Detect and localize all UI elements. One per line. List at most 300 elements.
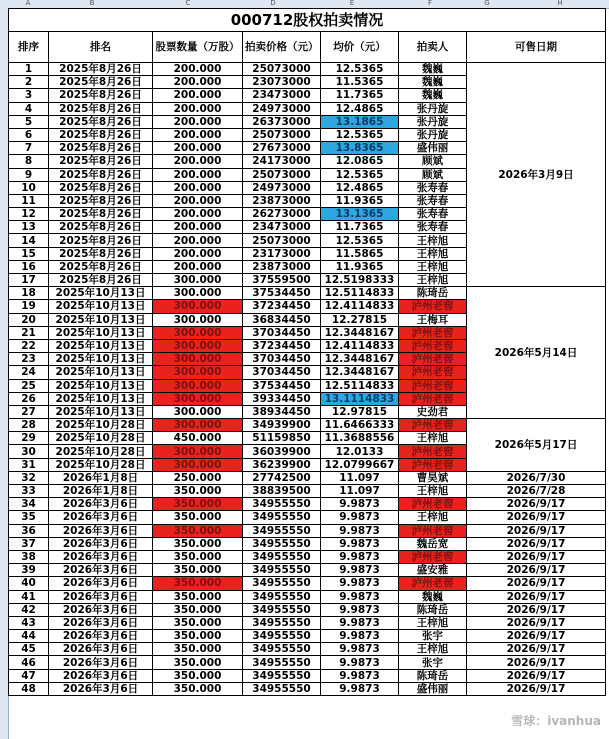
quantity-cell[interactable]: 300.000 — [153, 313, 243, 326]
avg-price-cell[interactable]: 9.9873 — [321, 682, 399, 695]
date-cell[interactable]: 2025年8月26日 — [49, 274, 153, 287]
avg-price-cell[interactable]: 12.27815 — [321, 313, 399, 326]
price-cell[interactable]: 37034450 — [243, 353, 321, 366]
buyer-cell[interactable]: 张寿春 — [399, 181, 467, 194]
quantity-cell[interactable]: 300.000 — [153, 458, 243, 471]
buyer-cell[interactable]: 泸州老窖 — [399, 326, 467, 339]
row-number-cell[interactable]: 31 — [9, 458, 49, 471]
sale-date-cell[interactable]: 2026/7/30 — [467, 471, 606, 484]
avg-price-cell[interactable]: 9.9873 — [321, 498, 399, 511]
row-number-cell[interactable]: 32 — [9, 471, 49, 484]
avg-price-cell[interactable]: 11.3688556 — [321, 432, 399, 445]
avg-price-cell[interactable]: 11.097 — [321, 485, 399, 498]
buyer-cell[interactable]: 张丹旋 — [399, 115, 467, 128]
date-cell[interactable]: 2025年8月26日 — [49, 168, 153, 181]
date-cell[interactable]: 2025年8月26日 — [49, 142, 153, 155]
price-cell[interactable]: 34955550 — [243, 564, 321, 577]
row-number-cell[interactable]: 16 — [9, 260, 49, 273]
date-cell[interactable]: 2025年10月13日 — [49, 300, 153, 313]
sale-date-cell[interactable]: 2026/7/28 — [467, 485, 606, 498]
row-number-cell[interactable]: 21 — [9, 326, 49, 339]
quantity-cell[interactable]: 350.000 — [153, 550, 243, 563]
date-cell[interactable]: 2025年10月28日 — [49, 445, 153, 458]
price-cell[interactable]: 37534450 — [243, 287, 321, 300]
avg-price-cell[interactable]: 12.5365 — [321, 128, 399, 141]
buyer-cell[interactable]: 史劲君 — [399, 405, 467, 418]
avg-price-cell[interactable]: 9.9873 — [321, 577, 399, 590]
quantity-cell[interactable]: 200.000 — [153, 128, 243, 141]
buyer-cell[interactable]: 魏巍 — [399, 590, 467, 603]
avg-price-cell[interactable]: 11.5365 — [321, 76, 399, 89]
row-number-cell[interactable]: 30 — [9, 445, 49, 458]
date-cell[interactable]: 2025年8月26日 — [49, 89, 153, 102]
column-letter[interactable]: E — [349, 0, 355, 7]
price-cell[interactable]: 26373000 — [243, 115, 321, 128]
price-cell[interactable]: 38839500 — [243, 485, 321, 498]
column-header[interactable]: 拍卖价格（元） — [243, 32, 321, 63]
avg-price-cell[interactable]: 12.5114833 — [321, 287, 399, 300]
buyer-cell[interactable]: 盛伟丽 — [399, 142, 467, 155]
row-number-cell[interactable]: 18 — [9, 287, 49, 300]
avg-price-cell[interactable]: 11.097 — [321, 471, 399, 484]
sheet-title[interactable]: 000712股权拍卖情况 — [9, 9, 606, 32]
buyer-cell[interactable]: 泸州老窖 — [399, 524, 467, 537]
price-cell[interactable]: 37559500 — [243, 274, 321, 287]
date-cell[interactable]: 2025年10月13日 — [49, 392, 153, 405]
price-cell[interactable]: 26273000 — [243, 208, 321, 221]
quantity-cell[interactable]: 200.000 — [153, 260, 243, 273]
price-cell[interactable]: 36239900 — [243, 458, 321, 471]
avg-price-cell[interactable]: 9.9873 — [321, 616, 399, 629]
buyer-cell[interactable]: 张寿春 — [399, 208, 467, 221]
quantity-cell[interactable]: 300.000 — [153, 366, 243, 379]
quantity-cell[interactable]: 200.000 — [153, 208, 243, 221]
column-letter[interactable]: C — [185, 0, 191, 7]
quantity-cell[interactable]: 300.000 — [153, 287, 243, 300]
price-cell[interactable]: 36834450 — [243, 313, 321, 326]
row-number-cell[interactable]: 9 — [9, 168, 49, 181]
avg-price-cell[interactable]: 9.9873 — [321, 630, 399, 643]
quantity-cell[interactable]: 200.000 — [153, 89, 243, 102]
row-number-cell[interactable]: 38 — [9, 550, 49, 563]
row-number-cell[interactable]: 7 — [9, 142, 49, 155]
date-cell[interactable]: 2026年1月8日 — [49, 471, 153, 484]
quantity-cell[interactable]: 200.000 — [153, 155, 243, 168]
row-number-cell[interactable]: 39 — [9, 564, 49, 577]
buyer-cell[interactable]: 张寿春 — [399, 194, 467, 207]
row-number-cell[interactable]: 22 — [9, 339, 49, 352]
row-number-cell[interactable]: 24 — [9, 366, 49, 379]
row-number-cell[interactable]: 13 — [9, 221, 49, 234]
date-cell[interactable]: 2025年10月13日 — [49, 379, 153, 392]
buyer-cell[interactable]: 泸州老窖 — [399, 458, 467, 471]
avg-price-cell[interactable]: 12.4865 — [321, 102, 399, 115]
date-cell[interactable]: 2025年10月13日 — [49, 326, 153, 339]
buyer-cell[interactable]: 泸州老窖 — [399, 577, 467, 590]
row-number-cell[interactable]: 26 — [9, 392, 49, 405]
avg-price-cell[interactable]: 12.4114833 — [321, 300, 399, 313]
row-number-cell[interactable]: 33 — [9, 485, 49, 498]
row-number-cell[interactable]: 42 — [9, 603, 49, 616]
row-number-cell[interactable]: 36 — [9, 524, 49, 537]
avg-price-cell[interactable]: 9.9873 — [321, 537, 399, 550]
buyer-cell[interactable]: 盛伟丽 — [399, 682, 467, 695]
sale-date-cell[interactable]: 2026/9/17 — [467, 630, 606, 643]
date-cell[interactable]: 2025年10月13日 — [49, 313, 153, 326]
date-cell[interactable]: 2025年8月26日 — [49, 181, 153, 194]
row-number-cell[interactable]: 6 — [9, 128, 49, 141]
row-number-cell[interactable]: 5 — [9, 115, 49, 128]
row-number-cell[interactable]: 10 — [9, 181, 49, 194]
price-cell[interactable]: 34939900 — [243, 419, 321, 432]
price-cell[interactable]: 23173000 — [243, 247, 321, 260]
avg-price-cell[interactable]: 9.9873 — [321, 511, 399, 524]
date-cell[interactable]: 2026年3月6日 — [49, 590, 153, 603]
row-number-cell[interactable]: 1 — [9, 63, 49, 76]
row-number-cell[interactable]: 11 — [9, 194, 49, 207]
price-cell[interactable]: 34955550 — [243, 577, 321, 590]
date-cell[interactable]: 2025年8月26日 — [49, 63, 153, 76]
quantity-cell[interactable]: 350.000 — [153, 524, 243, 537]
quantity-cell[interactable]: 350.000 — [153, 630, 243, 643]
price-cell[interactable]: 34955550 — [243, 498, 321, 511]
row-number-cell[interactable]: 20 — [9, 313, 49, 326]
row-number-cell[interactable]: 2 — [9, 76, 49, 89]
row-number-cell[interactable]: 8 — [9, 155, 49, 168]
buyer-cell[interactable]: 泸州老窖 — [399, 445, 467, 458]
buyer-cell[interactable]: 泸州老窖 — [399, 392, 467, 405]
date-cell[interactable]: 2026年3月6日 — [49, 550, 153, 563]
buyer-cell[interactable]: 泸州老窖 — [399, 498, 467, 511]
price-cell[interactable]: 34955550 — [243, 550, 321, 563]
quantity-cell[interactable]: 300.000 — [153, 326, 243, 339]
buyer-cell[interactable]: 陈琦岳 — [399, 669, 467, 682]
avg-price-cell[interactable]: 12.5365 — [321, 63, 399, 76]
price-cell[interactable]: 34955550 — [243, 669, 321, 682]
buyer-cell[interactable]: 王梓旭 — [399, 234, 467, 247]
price-cell[interactable]: 27673000 — [243, 142, 321, 155]
buyer-cell[interactable]: 泸州老窖 — [399, 366, 467, 379]
avg-price-cell[interactable]: 9.9873 — [321, 590, 399, 603]
row-number-cell[interactable]: 4 — [9, 102, 49, 115]
date-cell[interactable]: 2025年8月26日 — [49, 247, 153, 260]
avg-price-cell[interactable]: 11.7365 — [321, 221, 399, 234]
price-cell[interactable]: 38934450 — [243, 405, 321, 418]
row-number-cell[interactable]: 43 — [9, 616, 49, 629]
avg-price-cell[interactable]: 12.97815 — [321, 405, 399, 418]
buyer-cell[interactable]: 张丹旋 — [399, 128, 467, 141]
date-cell[interactable]: 2025年8月26日 — [49, 234, 153, 247]
quantity-cell[interactable]: 350.000 — [153, 603, 243, 616]
price-cell[interactable]: 34955550 — [243, 630, 321, 643]
avg-price-cell[interactable]: 12.4114833 — [321, 339, 399, 352]
quantity-cell[interactable]: 200.000 — [153, 194, 243, 207]
row-number-cell[interactable]: 40 — [9, 577, 49, 590]
column-header[interactable]: 可售日期 — [467, 32, 606, 63]
avg-price-cell[interactable]: 11.7365 — [321, 89, 399, 102]
avg-price-cell[interactable]: 11.9365 — [321, 194, 399, 207]
quantity-cell[interactable]: 300.000 — [153, 274, 243, 287]
date-cell[interactable]: 2026年3月6日 — [49, 616, 153, 629]
buyer-cell[interactable]: 泸州老窖 — [399, 339, 467, 352]
date-cell[interactable]: 2025年10月28日 — [49, 419, 153, 432]
row-number-cell[interactable]: 15 — [9, 247, 49, 260]
sale-date-cell[interactable]: 2026/9/17 — [467, 511, 606, 524]
avg-price-cell[interactable]: 13.1114833 — [321, 392, 399, 405]
quantity-cell[interactable]: 300.000 — [153, 392, 243, 405]
quantity-cell[interactable]: 200.000 — [153, 102, 243, 115]
row-number-cell[interactable]: 47 — [9, 669, 49, 682]
price-cell[interactable]: 34955550 — [243, 616, 321, 629]
buyer-cell[interactable]: 王梓旭 — [399, 274, 467, 287]
date-cell[interactable]: 2025年8月26日 — [49, 115, 153, 128]
quantity-cell[interactable]: 200.000 — [153, 63, 243, 76]
sale-date-cell[interactable]: 2026/9/17 — [467, 643, 606, 656]
buyer-cell[interactable]: 王梓旭 — [399, 485, 467, 498]
price-cell[interactable]: 34955550 — [243, 603, 321, 616]
quantity-cell[interactable]: 350.000 — [153, 682, 243, 695]
buyer-cell[interactable]: 曹昊斌 — [399, 471, 467, 484]
avg-price-cell[interactable]: 13.1865 — [321, 115, 399, 128]
column-letter[interactable]: A — [25, 0, 31, 7]
buyer-cell[interactable]: 张丹旋 — [399, 102, 467, 115]
column-letter[interactable]: G — [484, 0, 490, 7]
buyer-cell[interactable]: 王梓旭 — [399, 260, 467, 273]
quantity-cell[interactable]: 200.000 — [153, 181, 243, 194]
date-cell[interactable]: 2025年8月26日 — [49, 194, 153, 207]
sale-date-cell[interactable]: 2026/9/17 — [467, 564, 606, 577]
date-cell[interactable]: 2025年8月26日 — [49, 221, 153, 234]
avg-price-cell[interactable]: 9.9873 — [321, 643, 399, 656]
quantity-cell[interactable]: 350.000 — [153, 590, 243, 603]
date-cell[interactable]: 2025年10月28日 — [49, 458, 153, 471]
avg-price-cell[interactable]: 12.0865 — [321, 155, 399, 168]
avg-price-cell[interactable]: 12.3448167 — [321, 326, 399, 339]
quantity-cell[interactable]: 200.000 — [153, 234, 243, 247]
buyer-cell[interactable]: 魏岳宽 — [399, 537, 467, 550]
price-cell[interactable]: 34955550 — [243, 590, 321, 603]
quantity-cell[interactable]: 300.000 — [153, 379, 243, 392]
price-cell[interactable]: 34955550 — [243, 511, 321, 524]
price-cell[interactable]: 34955550 — [243, 656, 321, 669]
sale-date-cell[interactable]: 2026/9/17 — [467, 498, 606, 511]
date-cell[interactable]: 2026年3月6日 — [49, 524, 153, 537]
sale-date-cell[interactable]: 2026/9/17 — [467, 656, 606, 669]
sale-date-cell[interactable]: 2026/9/17 — [467, 590, 606, 603]
date-cell[interactable]: 2025年8月26日 — [49, 208, 153, 221]
price-cell[interactable]: 34955550 — [243, 682, 321, 695]
price-cell[interactable]: 24173000 — [243, 155, 321, 168]
price-cell[interactable]: 23473000 — [243, 221, 321, 234]
avg-price-cell[interactable]: 12.5365 — [321, 168, 399, 181]
column-header[interactable]: 均价（元） — [321, 32, 399, 63]
quantity-cell[interactable]: 200.000 — [153, 142, 243, 155]
avg-price-cell[interactable]: 9.9873 — [321, 564, 399, 577]
sale-date-cell[interactable]: 2026/9/17 — [467, 577, 606, 590]
price-cell[interactable]: 34955550 — [243, 643, 321, 656]
sale-date-merged-cell[interactable]: 2026年3月9日 — [467, 63, 606, 287]
price-cell[interactable]: 25073000 — [243, 234, 321, 247]
price-cell[interactable]: 51159850 — [243, 432, 321, 445]
date-cell[interactable]: 2026年3月6日 — [49, 498, 153, 511]
buyer-cell[interactable]: 顾斌 — [399, 155, 467, 168]
avg-price-cell[interactable]: 12.0133 — [321, 445, 399, 458]
buyer-cell[interactable]: 泸州老窖 — [399, 419, 467, 432]
price-cell[interactable]: 25073000 — [243, 168, 321, 181]
sale-date-cell[interactable]: 2026/9/17 — [467, 682, 606, 695]
column-header[interactable]: 排序 — [9, 32, 49, 63]
buyer-cell[interactable]: 泸州老窖 — [399, 379, 467, 392]
column-letter[interactable]: H — [557, 0, 563, 7]
avg-price-cell[interactable]: 9.9873 — [321, 603, 399, 616]
date-cell[interactable]: 2026年3月6日 — [49, 630, 153, 643]
avg-price-cell[interactable]: 9.9873 — [321, 524, 399, 537]
date-cell[interactable]: 2026年3月6日 — [49, 669, 153, 682]
buyer-cell[interactable]: 魏巍 — [399, 63, 467, 76]
date-cell[interactable]: 2025年10月13日 — [49, 405, 153, 418]
row-number-cell[interactable]: 37 — [9, 537, 49, 550]
row-number-cell[interactable]: 14 — [9, 234, 49, 247]
sale-date-cell[interactable]: 2026/9/17 — [467, 669, 606, 682]
date-cell[interactable]: 2025年10月28日 — [49, 432, 153, 445]
quantity-cell[interactable]: 250.000 — [153, 471, 243, 484]
quantity-cell[interactable]: 350.000 — [153, 537, 243, 550]
row-number-cell[interactable]: 48 — [9, 682, 49, 695]
avg-price-cell[interactable]: 11.9365 — [321, 260, 399, 273]
row-number-cell[interactable]: 34 — [9, 498, 49, 511]
quantity-cell[interactable]: 300.000 — [153, 419, 243, 432]
sale-date-merged-cell[interactable]: 2026年5月14日 — [467, 287, 606, 419]
price-cell[interactable]: 37034450 — [243, 366, 321, 379]
sale-date-cell[interactable]: 2026/9/17 — [467, 537, 606, 550]
quantity-cell[interactable]: 300.000 — [153, 339, 243, 352]
avg-price-cell[interactable]: 12.3448167 — [321, 353, 399, 366]
column-header[interactable]: 排名 — [49, 32, 153, 63]
price-cell[interactable]: 23873000 — [243, 194, 321, 207]
column-letter[interactable]: D — [270, 0, 276, 7]
buyer-cell[interactable]: 张寿春 — [399, 221, 467, 234]
date-cell[interactable]: 2026年3月6日 — [49, 537, 153, 550]
buyer-cell[interactable]: 张宇 — [399, 656, 467, 669]
buyer-cell[interactable]: 魏巍 — [399, 89, 467, 102]
avg-price-cell[interactable]: 9.9873 — [321, 669, 399, 682]
quantity-cell[interactable]: 350.000 — [153, 485, 243, 498]
avg-price-cell[interactable]: 9.9873 — [321, 656, 399, 669]
quantity-cell[interactable]: 450.000 — [153, 432, 243, 445]
column-letter[interactable]: B — [89, 0, 95, 7]
quantity-cell[interactable]: 200.000 — [153, 221, 243, 234]
quantity-cell[interactable]: 200.000 — [153, 115, 243, 128]
row-number-cell[interactable]: 27 — [9, 405, 49, 418]
buyer-cell[interactable]: 陈琦岳 — [399, 603, 467, 616]
row-number-cell[interactable]: 12 — [9, 208, 49, 221]
price-cell[interactable]: 27742500 — [243, 471, 321, 484]
avg-price-cell[interactable]: 13.8365 — [321, 142, 399, 155]
buyer-cell[interactable]: 魏巍 — [399, 76, 467, 89]
buyer-cell[interactable]: 王梓旭 — [399, 432, 467, 445]
price-cell[interactable]: 24973000 — [243, 102, 321, 115]
date-cell[interactable]: 2026年3月6日 — [49, 656, 153, 669]
avg-price-cell[interactable]: 11.5865 — [321, 247, 399, 260]
quantity-cell[interactable]: 350.000 — [153, 498, 243, 511]
buyer-cell[interactable]: 盛安雅 — [399, 564, 467, 577]
date-cell[interactable]: 2026年3月6日 — [49, 643, 153, 656]
column-letter[interactable]: F — [427, 0, 433, 7]
date-cell[interactable]: 2025年10月13日 — [49, 366, 153, 379]
row-number-cell[interactable]: 35 — [9, 511, 49, 524]
date-cell[interactable]: 2026年1月8日 — [49, 485, 153, 498]
quantity-cell[interactable]: 300.000 — [153, 300, 243, 313]
row-number-cell[interactable]: 46 — [9, 656, 49, 669]
quantity-cell[interactable]: 350.000 — [153, 564, 243, 577]
sale-date-cell[interactable]: 2026/9/17 — [467, 603, 606, 616]
price-cell[interactable]: 37034450 — [243, 326, 321, 339]
quantity-cell[interactable]: 200.000 — [153, 247, 243, 260]
date-cell[interactable]: 2025年10月13日 — [49, 287, 153, 300]
avg-price-cell[interactable]: 12.5114833 — [321, 379, 399, 392]
buyer-cell[interactable]: 王梓旭 — [399, 247, 467, 260]
avg-price-cell[interactable]: 12.5365 — [321, 234, 399, 247]
row-number-cell[interactable]: 17 — [9, 274, 49, 287]
quantity-cell[interactable]: 200.000 — [153, 168, 243, 181]
quantity-cell[interactable]: 350.000 — [153, 643, 243, 656]
avg-price-cell[interactable]: 12.3448167 — [321, 366, 399, 379]
price-cell[interactable]: 23473000 — [243, 89, 321, 102]
quantity-cell[interactable]: 350.000 — [153, 656, 243, 669]
buyer-cell[interactable]: 王梓旭 — [399, 616, 467, 629]
buyer-cell[interactable]: 泸州老窖 — [399, 300, 467, 313]
quantity-cell[interactable]: 300.000 — [153, 405, 243, 418]
avg-price-cell[interactable]: 13.1365 — [321, 208, 399, 221]
row-number-cell[interactable]: 44 — [9, 630, 49, 643]
buyer-cell[interactable]: 顾斌 — [399, 168, 467, 181]
date-cell[interactable]: 2025年8月26日 — [49, 128, 153, 141]
price-cell[interactable]: 23873000 — [243, 260, 321, 273]
row-number-cell[interactable]: 3 — [9, 89, 49, 102]
buyer-cell[interactable]: 王梅耳 — [399, 313, 467, 326]
date-cell[interactable]: 2025年8月26日 — [49, 260, 153, 273]
date-cell[interactable]: 2026年3月6日 — [49, 577, 153, 590]
price-cell[interactable]: 37234450 — [243, 339, 321, 352]
price-cell[interactable]: 34955550 — [243, 537, 321, 550]
price-cell[interactable]: 34955550 — [243, 524, 321, 537]
avg-price-cell[interactable]: 12.4865 — [321, 181, 399, 194]
buyer-cell[interactable]: 泸州老窖 — [399, 550, 467, 563]
column-header[interactable]: 拍卖人 — [399, 32, 467, 63]
buyer-cell[interactable]: 陈琦岳 — [399, 287, 467, 300]
price-cell[interactable]: 36039900 — [243, 445, 321, 458]
avg-price-cell[interactable]: 12.0799667 — [321, 458, 399, 471]
date-cell[interactable]: 2026年3月6日 — [49, 603, 153, 616]
date-cell[interactable]: 2026年3月6日 — [49, 511, 153, 524]
sale-date-merged-cell[interactable]: 2026年5月17日 — [467, 419, 606, 472]
price-cell[interactable]: 25073000 — [243, 63, 321, 76]
date-cell[interactable]: 2025年10月13日 — [49, 353, 153, 366]
row-number-cell[interactable]: 45 — [9, 643, 49, 656]
date-cell[interactable]: 2025年10月13日 — [49, 339, 153, 352]
row-number-cell[interactable]: 19 — [9, 300, 49, 313]
quantity-cell[interactable]: 350.000 — [153, 616, 243, 629]
price-cell[interactable]: 37234450 — [243, 300, 321, 313]
avg-price-cell[interactable]: 11.6466333 — [321, 419, 399, 432]
sale-date-cell[interactable]: 2026/9/17 — [467, 616, 606, 629]
row-number-cell[interactable]: 29 — [9, 432, 49, 445]
quantity-cell[interactable]: 350.000 — [153, 669, 243, 682]
avg-price-cell[interactable]: 9.9873 — [321, 550, 399, 563]
date-cell[interactable]: 2026年3月6日 — [49, 682, 153, 695]
row-number-cell[interactable]: 41 — [9, 590, 49, 603]
quantity-cell[interactable]: 200.000 — [153, 76, 243, 89]
